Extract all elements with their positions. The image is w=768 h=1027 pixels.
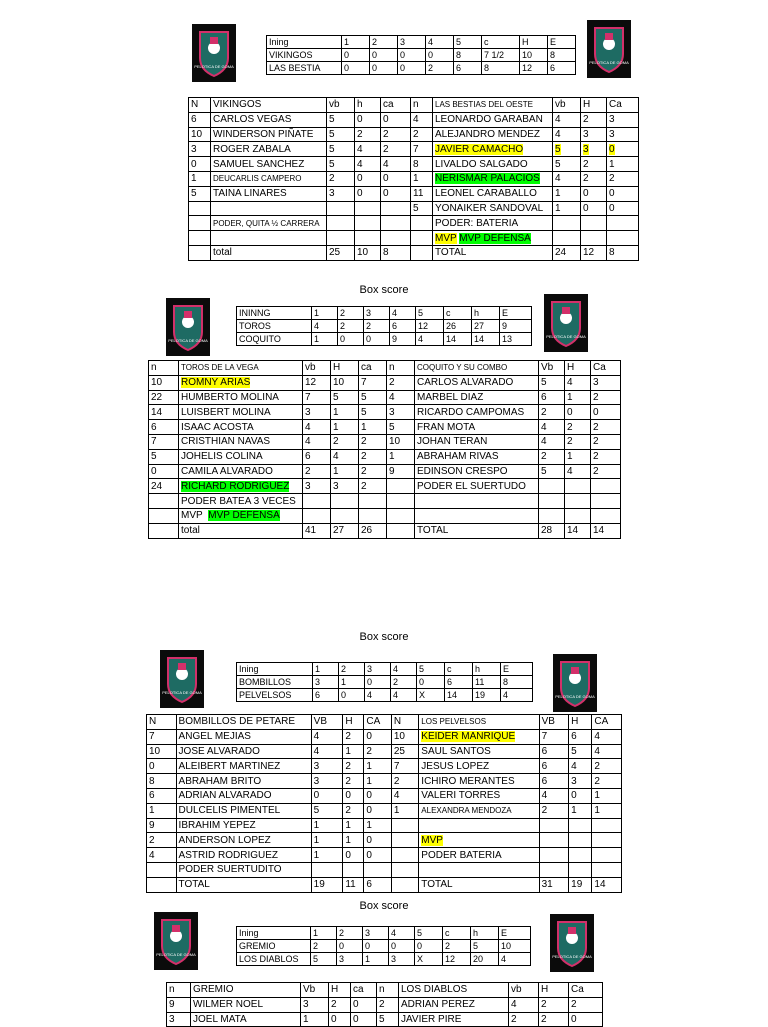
team-logo-left [154, 912, 198, 970]
table-row: 14 LUISBERT MOLINA 3 1 5 3 RICARDO CAMPOMAS 2 0 0 [149, 405, 621, 420]
team-logo-right [550, 914, 594, 972]
box-header: n TOROS DE LA VEGA vb H ca n COQUITO Y SU COMBO Vb H Ca [149, 361, 621, 376]
table-row: 24 RICHARD RODRIGUEZ 3 3 2 PODER EL SUERTUDO [149, 479, 621, 494]
mvp-defensa-label: MVP DEFENSA [208, 510, 280, 522]
table-row: 7 ANGEL MEJIAS 4 2 0 10 KEIDER MANRIQUE 7 6 4 [147, 729, 622, 744]
svg-text:PELOTICA DE GOMA: PELOTICA DE GOMA [162, 690, 202, 695]
table-row: 0 CAMILA ALVARADO 2 1 2 9 EDINSON CRESPO 5 4 2 [149, 464, 621, 479]
svg-text:PELOTICA DE GOMA: PELOTICA DE GOMA [555, 694, 595, 699]
table-row: 0 SAMUEL SANCHEZ 5 4 4 8 LIVALDO SALGADO 5 2 1 [189, 157, 639, 172]
table-row: 4 ASTRID RODRIGUEZ 1 0 0 PODER BATERIA [147, 848, 622, 863]
table-row: 3 JOEL MATA 1 0 0 5 JAVIER PIRE 2 2 0 [167, 1012, 603, 1027]
section-title: Box score [359, 631, 409, 643]
shield-logo-icon [550, 914, 594, 972]
table-row: 5 TAINA LINARES 3 0 0 11 LEONEL CARABALLO 1 0 0 [189, 186, 639, 201]
svg-text:PELOTICA DE GOMA: PELOTICA DE GOMA [168, 338, 208, 343]
table-row: 1 DULCELIS PIMENTEL 5 2 0 1 ALEXANDRA MENDOZA 2 1 1 [147, 803, 622, 818]
line-score-row: BOMBILLOS 3 1 0 2 0 6 11 8 [237, 676, 533, 689]
line-score-header: Ining 1 2 3 4 5 c h E [237, 927, 531, 940]
box-score-table-2 [148, 360, 621, 539]
line-score-table-2 [236, 306, 532, 346]
svg-text:PELOTICA DE GOMA: PELOTICA DE GOMA [589, 60, 629, 65]
table-row: 7 CRISTHIAN NAVAS 4 2 2 10 JOHAN TERAN 4 2 2 [149, 434, 621, 449]
line-score-table-4 [236, 926, 531, 966]
line-score-row: LOS DIABLOS 5 3 1 3 X 12 20 4 [237, 953, 531, 966]
mvp-label: MVP [421, 834, 443, 846]
shield-logo-icon [166, 298, 210, 356]
table-row: 6 ISAAC ACOSTA 4 1 1 5 FRAN MOTA 4 2 2 [149, 420, 621, 435]
section-title: Box score [359, 900, 409, 912]
line-score-row: LAS BESTIA 0 0 0 2 6 8 12 6 [267, 62, 576, 75]
box-score-table-1 [188, 97, 639, 261]
table-row: 10 ROMNY ARIAS 12 10 7 2 CARLOS ALVARADO 5 4 3 [149, 375, 621, 390]
table-row: 2 ANDERSON LOPEZ 1 1 0 MVP [147, 833, 622, 848]
highlighted-player: JAVIER CAMACHO [435, 143, 524, 155]
shield-logo-icon [553, 654, 597, 712]
table-row: 9 IBRAHIM YEPEZ 1 1 1 [147, 818, 622, 833]
table-row: 5 YONAIKER SANDOVAL 1 0 0 [189, 201, 639, 216]
table-row [189, 231, 639, 246]
team-logo-right [553, 654, 597, 712]
box-header: N VIKINGOS vb h ca n LAS BESTIAS DEL OESTE vb H Ca [189, 98, 639, 113]
mvp-label: MVP [181, 510, 203, 522]
table-row: 3 ROGER ZABALA 5 4 2 7 JAVIER CAMACHO 5 3 0 [189, 142, 639, 157]
table-row: 6 CARLOS VEGAS 5 0 0 4 LEONARDO GARABAN 4 2 3 [189, 112, 639, 127]
line-score-row: PELVELSOS 6 0 4 4 X 14 19 4 [237, 689, 533, 702]
total-row: total 41 27 26 TOTAL 28 14 14 [149, 523, 621, 538]
svg-text:PELOTICA DE GOMA: PELOTICA DE GOMA [194, 64, 234, 69]
table-row: PODER, QUITA ½ CARRERA PODER: BATERIA [189, 216, 639, 231]
table-row: 10 JOSE ALVARADO 4 1 2 25 SAUL SANTOS 6 5 4 [147, 744, 622, 759]
shield-logo-icon [587, 20, 631, 78]
team-logo-left [166, 298, 210, 356]
svg-text:PELOTICA DE GOMA: PELOTICA DE GOMA [546, 334, 586, 339]
table-row: 1 DEUCARLIS CAMPERO 2 0 0 1 NERISMAR PALACIOS 4 2 2 [189, 171, 639, 186]
mvp-defensa-label: MVP DEFENSA [459, 232, 531, 244]
total-row: total 25 10 8 TOTAL 24 12 8 [189, 245, 639, 260]
line-score-table-1 [266, 35, 576, 75]
line-score-row: VIKINGOS 0 0 0 0 8 7 1/2 10 8 [267, 49, 576, 62]
total-row: TOTAL 19 11 6 TOTAL 31 19 14 [147, 877, 622, 892]
svg-text:PELOTICA DE GOMA: PELOTICA DE GOMA [156, 952, 196, 957]
table-row: 5 JOHELIS COLINA 6 4 2 1 ABRAHAM RIVAS 2 1 2 [149, 449, 621, 464]
highlighted-player: ROMNY ARIAS [181, 377, 251, 389]
line-score-header: ININNG 1 2 3 4 5 c h E [237, 307, 532, 320]
table-row: PODER BATEA 3 VECES [149, 494, 621, 509]
team-logo-right [587, 20, 631, 78]
highlighted-player: NERISMAR PALACIOS [435, 173, 540, 185]
line-score-header: Ining 1 2 3 4 5 c H E [267, 36, 576, 49]
line-score-row: GREMIO 2 0 0 0 0 2 5 10 [237, 940, 531, 953]
table-row: 8 ABRAHAM BRITO 3 2 1 2 ICHIRO MERANTES 6 3 2 [147, 774, 622, 789]
team-logo-left [192, 24, 236, 82]
svg-text:PELOTICA DE GOMA: PELOTICA DE GOMA [552, 954, 592, 959]
table-row: 22 HUMBERTO MOLINA 7 5 5 4 MARBEL DIAZ 6 1 2 [149, 390, 621, 405]
table-row: 10 WINDERSON PIÑATE 5 2 2 2 ALEJANDRO MENDEZ 4 3 3 [189, 127, 639, 142]
section-title: Box score [359, 284, 409, 296]
box-header: n GREMIO Vb H ca n LOS DIABLOS vb H Ca [167, 983, 603, 998]
shield-logo-icon [192, 24, 236, 82]
shield-logo-icon [544, 294, 588, 352]
line-score-row: COQUITO 1 0 0 9 4 14 14 13 [237, 333, 532, 346]
table-row: 0 ALEIBERT MARTINEZ 3 2 1 7 JESUS LOPEZ 6 4 2 [147, 759, 622, 774]
highlighted-player: RICHARD RODRIGUEZ [181, 480, 290, 492]
table-row: 6 ADRIAN ALVARADO 0 0 0 4 VALERI TORRES 4 0 1 [147, 788, 622, 803]
line-score-header: Ining 1 2 3 4 5 c h E [237, 663, 533, 676]
team-logo-right [544, 294, 588, 352]
mvp-label: MVP [435, 232, 457, 244]
line-score-row: TOROS 4 2 2 6 12 26 27 9 [237, 320, 532, 333]
table-row: PODER SUERTUDITO [147, 862, 622, 877]
shield-logo-icon [154, 912, 198, 970]
highlighted-player: KEIDER MANRIQUE [421, 731, 516, 743]
box-score-table-3 [146, 714, 622, 893]
line-score-table-3 [236, 662, 533, 702]
shield-logo-icon [160, 650, 204, 708]
box-score-table-4 [166, 982, 603, 1027]
table-row: 9 WILMER NOEL 3 2 0 2 ADRIAN PEREZ 4 2 2 [167, 997, 603, 1012]
box-header: N BOMBILLOS DE PETARE VB H CA N LOS PELVELSOS VB H CA [147, 715, 622, 730]
team-logo-left [160, 650, 204, 708]
table-row [149, 508, 621, 523]
